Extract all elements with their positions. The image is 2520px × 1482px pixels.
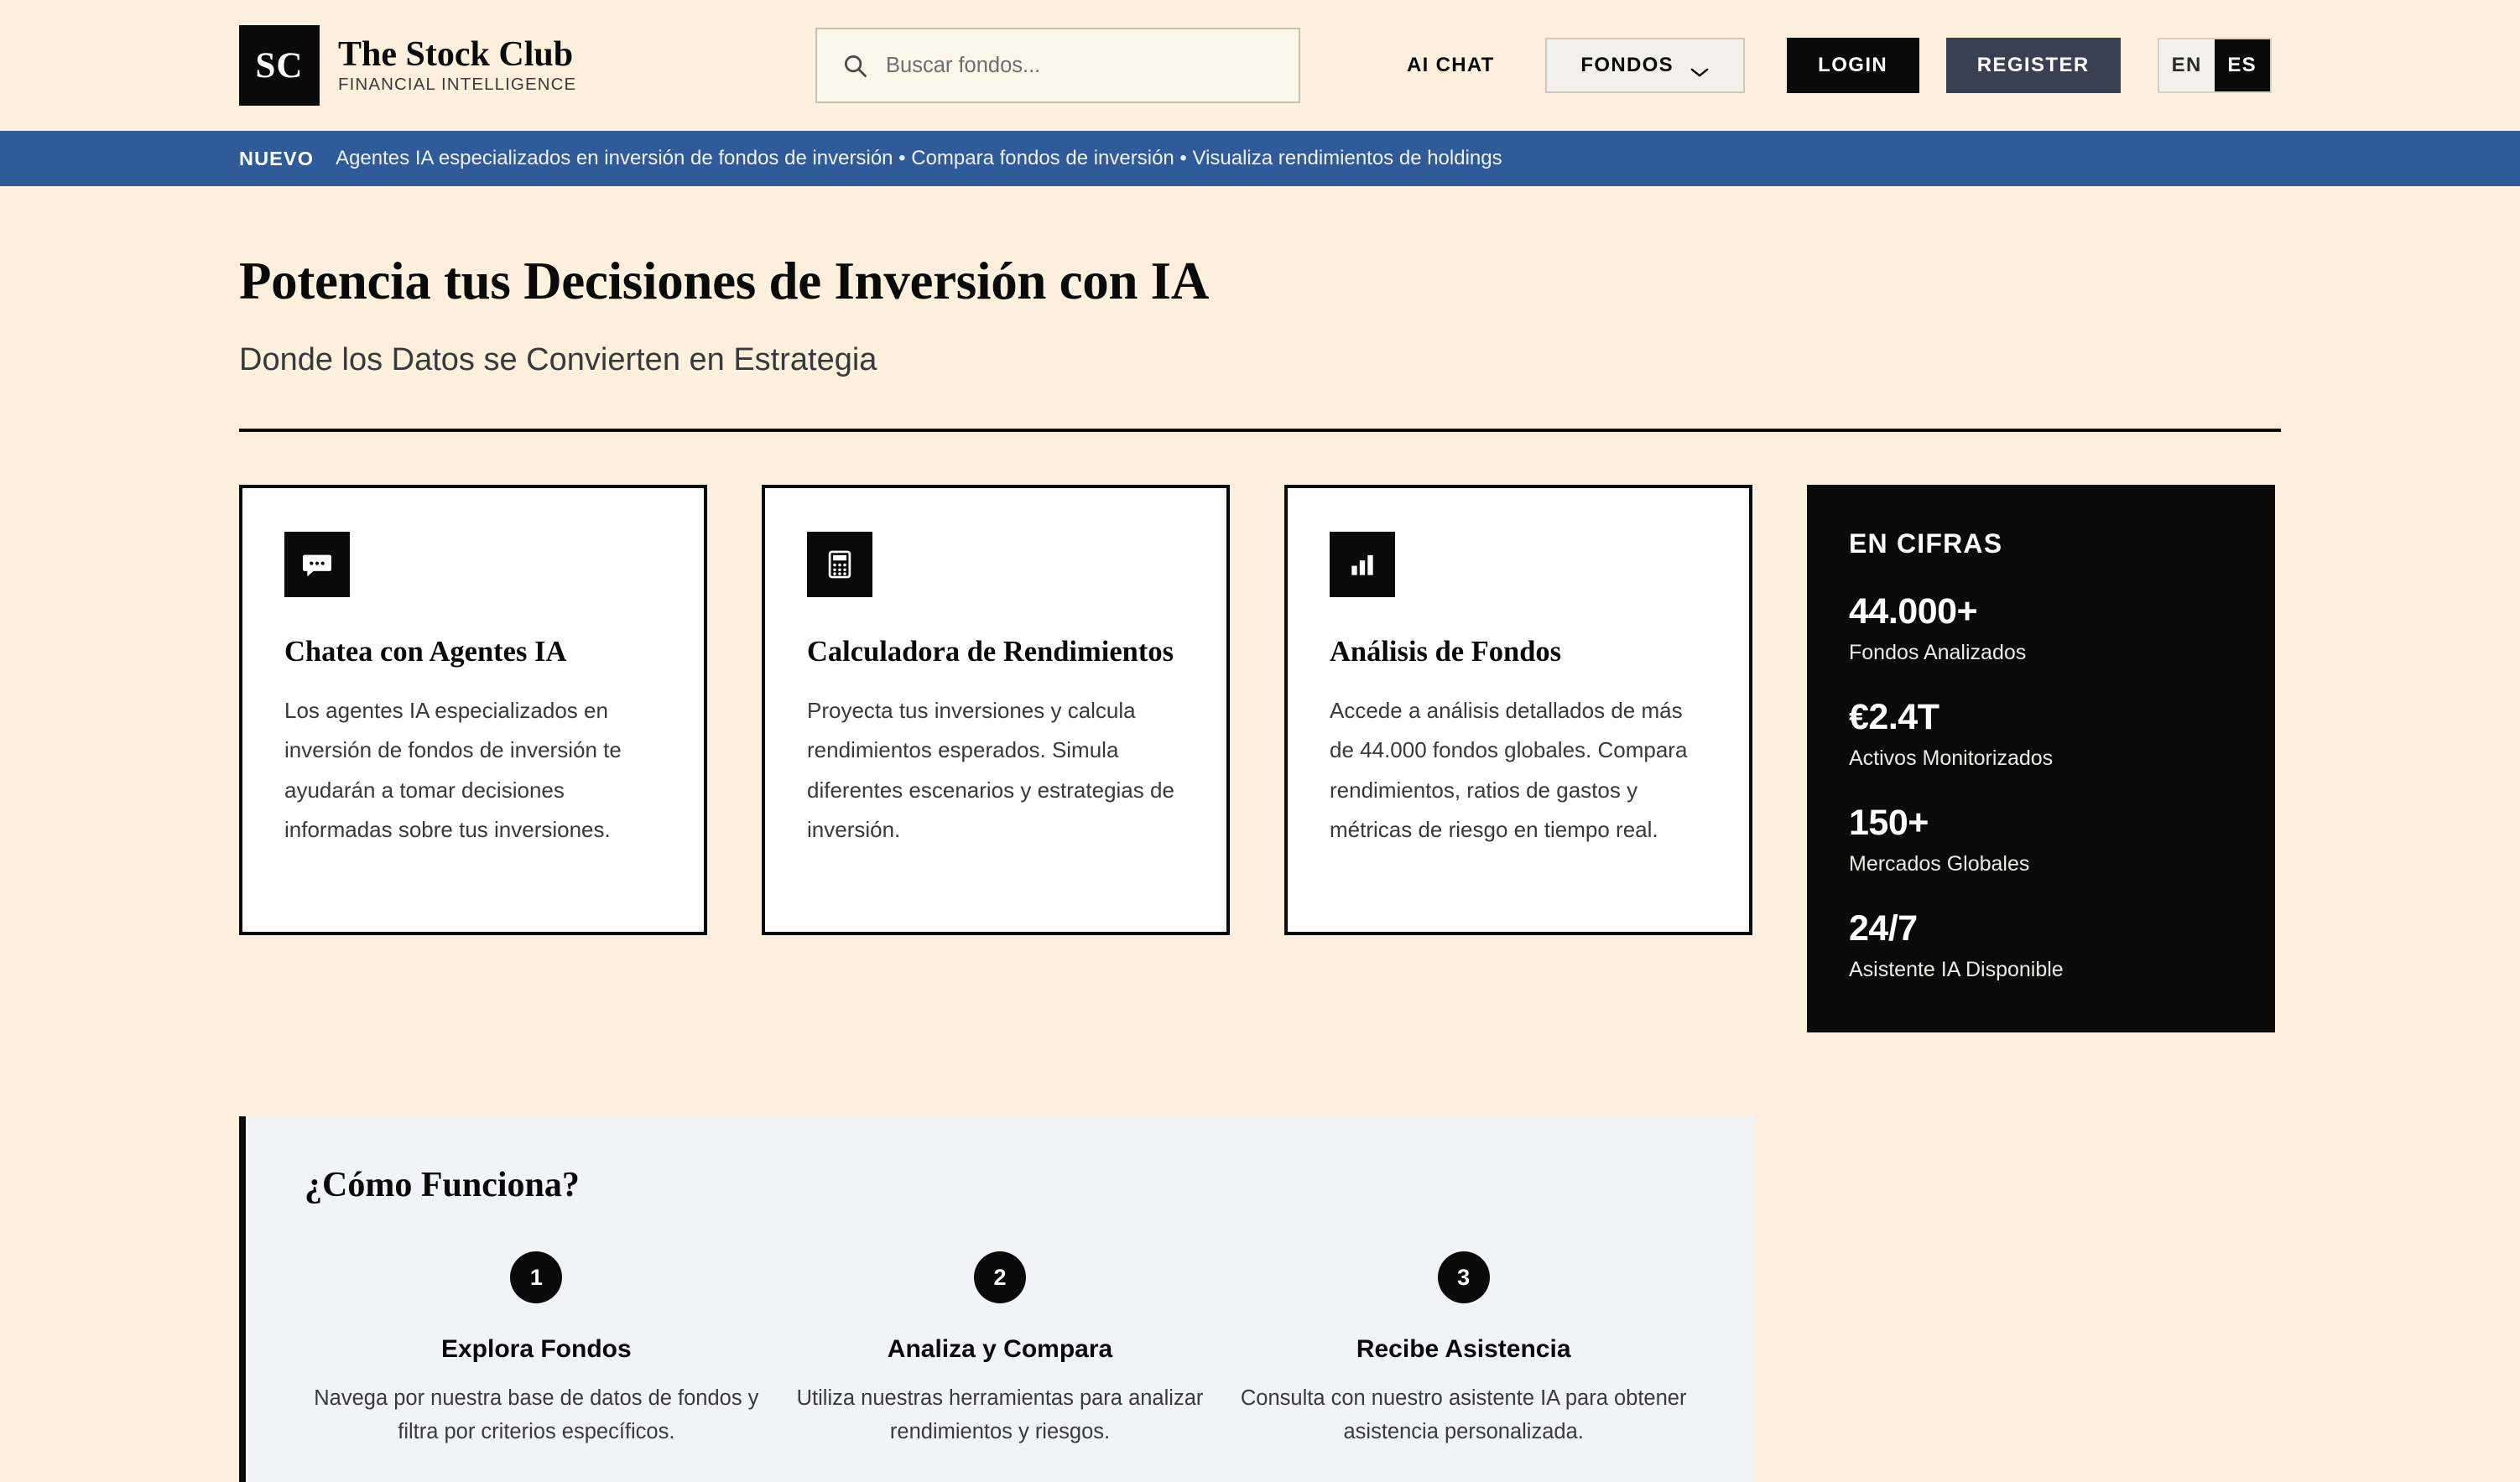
feature-card-title: Calculadora de Rendimientos [807, 636, 1174, 668]
search-input[interactable] [886, 54, 1273, 78]
register-button[interactable]: REGISTER [1946, 38, 2121, 93]
step-number: 3 [1438, 1251, 1490, 1303]
step-title: Analiza y Compara [887, 1335, 1113, 1363]
feature-card-title: Análisis de Fondos [1330, 636, 1562, 668]
main-content [0, 251, 2520, 1482]
stat-item [1849, 803, 2233, 876]
step-title: Recibe Asistencia [1356, 1335, 1571, 1363]
stats-panel [1807, 485, 2275, 1032]
stat-label: Activos Monitorizados [1849, 746, 2054, 770]
stat-item [1849, 697, 2233, 771]
step-body: Navega por nuestra base de datos de fondos y filtra por criterios específicos. [314, 1386, 759, 1443]
nav-fondos-dropdown[interactable] [1545, 38, 1745, 93]
site-header [0, 0, 2520, 131]
step-number: 1 [510, 1251, 562, 1303]
stat-value: 24/7 [1849, 908, 1918, 949]
feature-card-calculator[interactable] [762, 485, 1230, 935]
stat-value: 44.000+ [1849, 591, 1978, 632]
login-button[interactable]: LOGIN [1787, 38, 1919, 93]
feature-card-body: Los agentes IA especializados en inversión de fondos de inversión te ayudarán a tomar decisiones informadas sobre tus inversiones. [284, 698, 622, 842]
stat-label: Asistente IA Disponible [1849, 958, 2064, 981]
lang-en-button[interactable]: EN [2159, 39, 2215, 91]
feature-card-analysis[interactable] [1284, 485, 1752, 935]
stat-item [1849, 908, 2233, 982]
step-item [768, 1251, 1232, 1448]
search-box[interactable] [815, 28, 1300, 103]
lang-es-button[interactable]: ES [2215, 39, 2270, 91]
calculator-icon [807, 532, 872, 597]
header-nav [1388, 27, 2272, 104]
step-item [305, 1251, 768, 1448]
step-body: Utiliza nuestras herramientas para analizar rendimientos y riesgos. [796, 1386, 1204, 1443]
feature-row [239, 485, 2281, 1032]
feature-card-title: Chatea con Agentes IA [284, 636, 567, 668]
feature-card-chat[interactable] [239, 485, 707, 935]
page-title: Potencia tus Decisiones de Inversión con IA [239, 252, 1210, 310]
step-body: Consulta con nuestro asistente IA para obtener asistencia personalizada. [1240, 1386, 1687, 1443]
stats-title: EN CIFRAS [1849, 528, 2003, 559]
page-subtitle: Donde los Datos se Convierten en Estrategia [239, 342, 877, 377]
stat-item [1849, 591, 2233, 665]
announcement-bar [0, 131, 2520, 186]
logo-mark: SC [239, 25, 320, 106]
stat-value: €2.4T [1849, 697, 1939, 737]
chat-bubble-icon [284, 532, 350, 597]
announcement-badge: NUEVO [239, 147, 315, 169]
logo-text [338, 37, 576, 94]
search-icon [842, 53, 867, 78]
stat-label: Fondos Analizados [1849, 641, 2027, 664]
chevron-down-icon [1690, 60, 1709, 71]
logo-subtitle: FINANCIAL INTELLIGENCE [338, 75, 577, 95]
feature-card-body: Accede a análisis detallados de más de 44.000 fondos globales. Compara rendimientos, ratios de gastos y métricas de riesgo en tiempo real. [1330, 698, 1688, 842]
nav-ai-chat[interactable]: AI CHAT [1407, 54, 1495, 76]
bar-chart-icon [1330, 532, 1395, 597]
stat-label: Mercados Globales [1849, 852, 2030, 876]
how-it-works-steps [305, 1251, 1695, 1448]
announcement-text: Agentes IA especializados en inversión de fondos de inversión • Compara fondos de inversión • Visualiza rendimientos de holdings [336, 147, 1502, 169]
nav-fondos-label: FONDOS [1580, 54, 1674, 76]
how-it-works-title: ¿Cómo Funciona? [305, 1166, 580, 1204]
stat-value: 150+ [1849, 803, 1929, 843]
step-item [1231, 1251, 1695, 1448]
feature-cards [239, 485, 1752, 935]
how-it-works-section [239, 1116, 1754, 1482]
step-number: 2 [974, 1251, 1026, 1303]
feature-card-body: Proyecta tus inversiones y calcula rendimientos esperados. Simula diferentes escenarios y estrategias de inversión. [807, 698, 1174, 842]
divider [239, 429, 2281, 432]
logo-title: The Stock Club [338, 35, 574, 75]
step-title: Explora Fondos [440, 1335, 632, 1363]
logo[interactable] [239, 25, 576, 106]
language-switcher [2158, 38, 2272, 93]
